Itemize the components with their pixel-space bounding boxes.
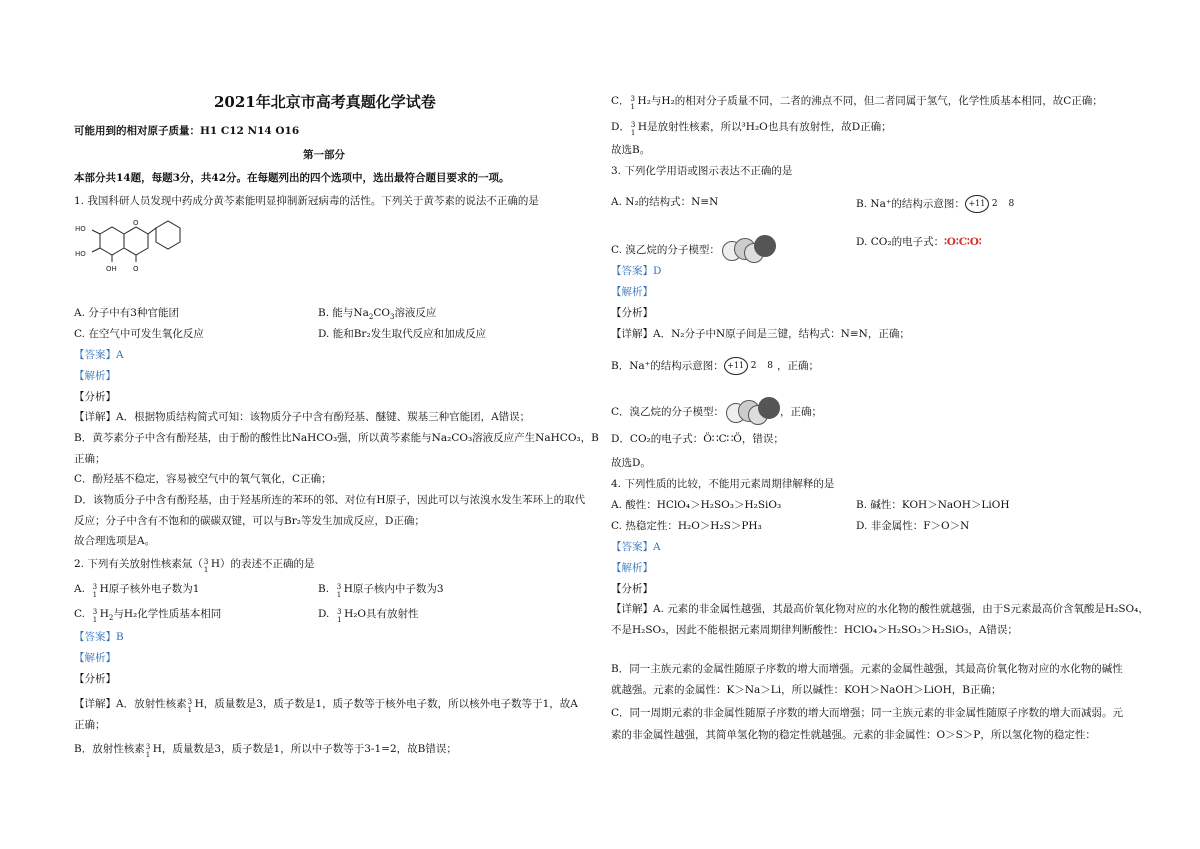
q4-option-a: A. 酸性：HClO₄＞H₂SO₃＞H₂SiO₃ [611,499,782,511]
q4-jiexi: 【解析】 [611,562,653,574]
q4-stem: 4. 下列性质的比较，不能用元素周期律解释的是 [611,478,835,490]
q1-detail-1: 【详解】A．根据物质结构简式可知：该物质分子中含有酚羟基、醚键、羰基三种官能团，A错误； [74,411,531,423]
q3-option-d: D. CO₂的电子式：∶O∶C∶O∶ [856,236,982,248]
q2-detail-2: 正确； [74,719,106,731]
q2-stem: 2. 下列有关放射性核素氚（ 3 1 H）的表述不正确的是 [74,558,315,574]
atomic-mass-line: 可能用到的相对原子质量：H1 C12 N14 O16 [74,125,300,137]
svg-text:O: O [133,265,139,273]
q3-stem: 3. 下列化学用语或图示表达不正确的是 [611,165,793,177]
page-title: 2021年北京市高考真题化学试卷 [214,93,436,111]
q4-option-c: C. 热稳定性：H₂O＞H₂S＞PH₃ [611,520,762,532]
q1-answer: 【答案】A [74,349,124,361]
q3-detail-2: B．Na⁺的结构示意图： +11 2 8，正确； [611,357,819,375]
svg-text:OH: OH [106,265,117,273]
bromoethane-model [720,235,776,265]
q4-detail-6: 素的非金属性越强，其简单氢化物的稳定性就越强。元素的非金属性：O＞S＞P，所以氢化物的稳定性： [611,729,1096,741]
q3-jiexi: 【解析】 [611,286,653,298]
q3-detail-3: C．溴乙烷的分子模型： ，正确； [611,397,822,427]
svg-text:HO: HO [75,250,86,258]
q2-option-d: D. 3 1 H₂O具有放射性 [318,608,419,624]
q1-detail-3: 正确； [74,453,106,465]
q1-detail-6: 反应；分子中含有不饱和的碳碳双键，可以与Br₂等发生加成反应，D正确； [74,515,425,527]
q4-detail-3: B．同一主族元素的金属性随原子序数的增大而增强。元素的金属性越强，其最高价氧化物对应的水化物的碱性 [611,663,1123,675]
q1-stem: 1. 我国科研人员发现中药成分黄芩素能明显抑制新冠病毒的活性。下列关于黄芩素的说法不正确的是 [74,195,539,207]
q1-detail-4: C．酚羟基不稳定，容易被空气中的氧气氧化，C正确； [74,473,332,485]
q1-option-b: B. 能与$Na_2CO_3$溶液反应 [318,307,437,322]
q4-detail-2: 不是H₂SO₃，因此不能根据元素周期律判断酸性：HClO₄＞H₂SO₃＞H₂SiO₃，A错误； [611,624,1018,636]
q2-detail-c: C． 3 1 H₂与H₂的相对分子质量不同，二者的沸点不同，但二者同属于氢气，化学性质基本相同，故C正确； [611,95,1103,111]
q2-fenxi: 【分析】 [74,673,116,685]
q2-detail-3: B．放射性核素 3 1 H，质量数是3，质子数是1，所以中子数等于3-1=2，故B错误； [74,743,457,759]
q2-detail-d: D． 3 1 H是放射性核素，所以³H₂O也具有放射性，故D正确； [611,121,892,137]
instructions: 本部分共14题，每题3分，共42分。在每题列出的四个选项中，选出最符合题目要求的一项。 [74,172,510,184]
q4-answer: 【答案】A [611,541,661,553]
q2-option-c: C. 3 1 $H_2$与H₂化学性质基本相同 [74,608,222,624]
q2-jiexi: 【解析】 [74,652,116,664]
q4-detail-1: 【详解】A. 元素的非金属性越强，其最高价氧化物对应的水化物的酸性就越强，由于S元素最高价含氧酸是H₂SO₄， [611,603,1149,615]
part-heading: 第一部分 [303,149,345,161]
baicalein-structure [72,216,184,280]
q4-option-b: B. 碱性：KOH＞NaOH＞LiOH [856,499,1010,511]
q4-fenxi: 【分析】 [611,583,653,595]
q3-option-c: C. 溴乙烷的分子模型： [611,235,776,265]
na-atom-diagram: +11 [965,195,989,213]
q3-option-a: A. N₂的结构式：N≡N [611,196,719,208]
q1-jiexi: 【解析】 [74,370,116,382]
q3-fenxi: 【分析】 [611,307,653,319]
svg-text:HO: HO [75,225,86,233]
q4-detail-5: C．同一周期元素的非金属性随原子序数的增大而增强；同一主族元素的非金属性随原子序数的增大而减弱。元 [611,707,1124,719]
q1-option-a: A. 分子中有3种官能团 [74,307,179,319]
q1-detail-7: 故合理选项是A。 [74,535,156,547]
q3-conclusion: 故选D。 [611,457,651,469]
q3-answer: 【答案】D [611,265,662,277]
q2-option-a: A. 3 1 H原子核外电子数为1 [74,583,200,599]
q1-fenxi: 【分析】 [74,391,116,403]
q1-detail-5: D．该物质分子中含有酚羟基，由于羟基所连的苯环的邻、对位有H原子，因此可以与浓溴水发生苯环上的取代 [74,494,586,506]
q2-answer: 【答案】B [74,631,124,643]
q3-detail-4: D．CO₂的电子式：Ö∷C∷Ö，错误； [611,433,784,445]
q4-option-d: D. 非金属性：F＞O＞N [856,520,970,532]
q1-detail-2: B．黄芩素分子中含有酚羟基，由于酚的酸性比NaHCO₃强，所以黄芩素能与Na₂CO₃溶液反应产生NaHCO₃，B [74,432,599,444]
svg-text:O: O [133,219,139,227]
q2-conclusion: 故选B。 [611,144,651,156]
q4-detail-4: 就越强。元素的金属性：K＞Na＞Li，所以碱性：KOH＞NaOH＞LiOH，B正确； [611,684,1002,696]
q1-option-c: C. 在空气中可发生氧化反应 [74,328,204,340]
q3-option-b: B. Na⁺的结构示意图： +11 2 8 [856,195,1018,213]
q1-option-d: D. 能和Br₂发生取代反应和加成反应 [318,328,487,340]
q3-detail-1: 【详解】A．N₂分子中N原子间是三键，结构式：N≡N，正确； [611,328,910,340]
q2-option-b: B. 3 1 H原子核内中子数为3 [318,583,444,599]
q2-detail-1: 【详解】A．放射性核素 3 1 H，质量数是3，质子数是1，质子数等于核外电子数，所以核外电子数等于1，故A [74,698,578,714]
